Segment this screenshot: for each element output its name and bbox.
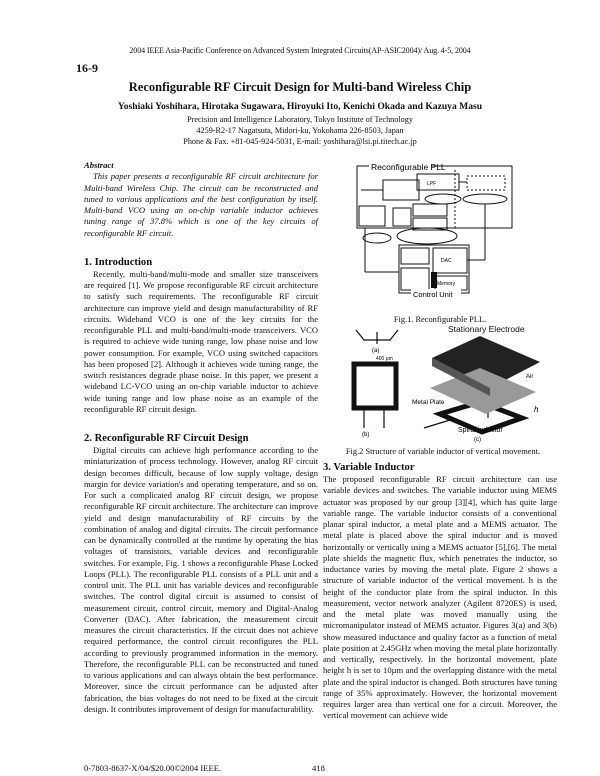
fig2-label-c: (c) — [474, 437, 481, 443]
fig2-label-h: h — [534, 405, 539, 414]
section-heading: 2. Reconfigurable RF Circuit Design — [84, 433, 249, 444]
section-heading: 1. Introduction — [84, 256, 153, 268]
abstract-text: This paper presents a reconfigurable RF circuit architecture for Multi-band Wireless Chip. The circuit can be reconstructed and tuned to various applications and the best configuration by itself. Multi-band VCO using an on-chip variable inductor achieves tuning range of 37.8% which is one of the key circuits of reconfigurable RF circuit. — [84, 171, 318, 238]
left-column — [84, 160, 318, 715]
fig2-label-b: (b) — [362, 432, 370, 438]
section-text: Recently, multi-band/multi-mode and smaller size transceivers are required [1]. We propose reconfigurable RF circuit architecture to satisfy such requirements. The reconfigurable RF circuit architecture can improve yield and design manufacturability of RF circuits. Wideband VCO is one of the key circuits for the reconfigurable PLL and multi-band/multi-mode transceivers. VCO is required to achieve wide tuning range, low phase noise and low power consumption. For example, VCO using switched capacitors has been proposed [2]. Although it achieves wide tuning range, the switch resistances degrade phase noise. In this paper, we present a wideband LC-VCO using an on-chip variable inductor to achieve wide tuning range and low phase noise as an example of the reconfigurable RF circuit design. — [84, 268, 318, 414]
fig2-label-air: Air — [526, 374, 534, 380]
affiliation-line: Phone & Fax. +81-045-924-5031, E-mail: yoshihara@lsi.pi.titech.ac.jp — [183, 137, 417, 146]
paper-authors: Yoshiaki Yoshihara, Hirotaka Sugawara, Hiroyuki Ito, Kenichi Okada and Kazuya Masu — [117, 101, 483, 112]
figure-2-inductor-diagram — [340, 322, 550, 446]
section-text: Digital circuits can achieve high performance according to the miniaturization of process technology. However, analog RF circuit design becomes difficult, because of low supply voltage, design margin for device variation's and operating temperature, and so on. For such a complicated analog RF circuit design, we propose reconfigurable RF circuit architecture. The architecture can improve yield and design manufacturability of RF circuits by the combination of analog and digital circuits. The circuit performance can be dynamically controlled at the runtime by operating the bias voltages of transistors, variable devices and reconfigurable switches. For example, Fig. 1 shows a reconfigurable Phase Locked Loops (PLL). The reconfigurable PLL consists of a PLL unit and a control unit. The PLL unit has variable devices and reconfigurable switches. The control digital circuit is assumed to consist of measurement circuit, control circuit, memory and Digital-Analog Converter (DAC). After fabrication, the measurement circuit measures the circuit characteristics. If the circuit does not achieve required performance, the control circuit reconfigures the PLL according to previously programmed information in the memory. Therefore, the reconfigurable PLL can be reconstructed and tuned to various applications and can always obtain the best performance. Moreover, since the circuit performance can be adjusted after fabrication, the bias voltages do not need to be fixed at the circuit design. It contributes improvement of design for manufacturability. — [84, 445, 318, 714]
fig1-label-control: Control Unit — [413, 290, 453, 299]
fig2-label-electrode: Stationary Electrode — [448, 324, 525, 334]
fig1-label-lpf: LPF — [427, 181, 437, 187]
page-number: 418 — [312, 763, 325, 773]
fig2-label-plate: Metal Plate — [412, 399, 445, 406]
figure-1-caption: Fig.1. Reconfigurable PLL. — [393, 315, 487, 324]
conference-header: 2004 IEEE Asia-Pacific Conference on Advanced System Integrated Circuits(AP-ASIC2004)/ Aug. 4-5, 2004 — [129, 46, 471, 55]
fig1-label-pll: Reconfigurable PLL — [371, 162, 446, 172]
figure-2-caption: Fig.2 Structure of variable inductor of vertical movement. — [345, 447, 541, 456]
copyright-footer: 0-7803-8637-X/04/$20.00©2004 IEEE. — [84, 763, 222, 773]
right-column — [323, 461, 557, 722]
figure-1-pll-diagram — [355, 160, 515, 310]
session-number: 16-9 — [76, 61, 98, 75]
section-text: The proposed reconfigurable RF circuit architecture can use variable devices and switches. The variable inductor using MEMS actuator was proposed by our group [3][4], which has quite large variable range. The variable inductor consists of a conventional planar spiral inductor, a metal plate and a MEMS actuator. The metal plate is placed above the spiral inductor and is moved horizontally or vertically using a MEMS actuator [5],[6]. The metal plate shields the magnetic flux, which penetrates the inductor, so inductance varies by moving the metal plate. Figure 2 shows a structure of variable inductor of the vertical movement. h is the height of the conductor plate from the spiral inductor. In this measurement, vector network analyzer (Agilent 8720ES) is used, and the metal plate was moved manually using the micromanipulator instead of MEMS actuator. Figures 3(a) and 3(b) show measured inductance and quality factor as a function of metal plate position at 2.45GHz when moving the metal plate horizontally and vertically, respectively. In the horizontal movement, plate height h is set to 10µm and the overlapping distance with the metal plate and the spiral inductor is changed. Both structures have tuning range of 35% approximately. However, the horizontal movement requires larger area than vertical one for a circuit. Moreover, the vertical movement can achieve wide — [323, 474, 557, 721]
fig1-label-dac: DAC — [441, 258, 452, 264]
fig2-label-size: 400 µm — [376, 356, 393, 362]
affiliation-line: 4259-R2-17 Nagatsuta, Midori-ku, Yokohama 226-8503, Japan — [196, 126, 404, 135]
fig1-label-memory: Memory — [437, 281, 456, 287]
fig2-label-a: (a) — [372, 348, 380, 354]
fig2-label-spiral: Spiral inductor — [458, 427, 503, 434]
paper-title: Reconfigurable RF Circuit Design for Multi-band Wireless Chip — [128, 80, 472, 94]
section-heading: 3. Variable Inductor — [323, 462, 415, 473]
abstract-heading: Abstract — [84, 160, 114, 170]
affiliation-line: Precision and Intelligence Laboratory, Tokyo Institute of Technology — [187, 115, 413, 124]
